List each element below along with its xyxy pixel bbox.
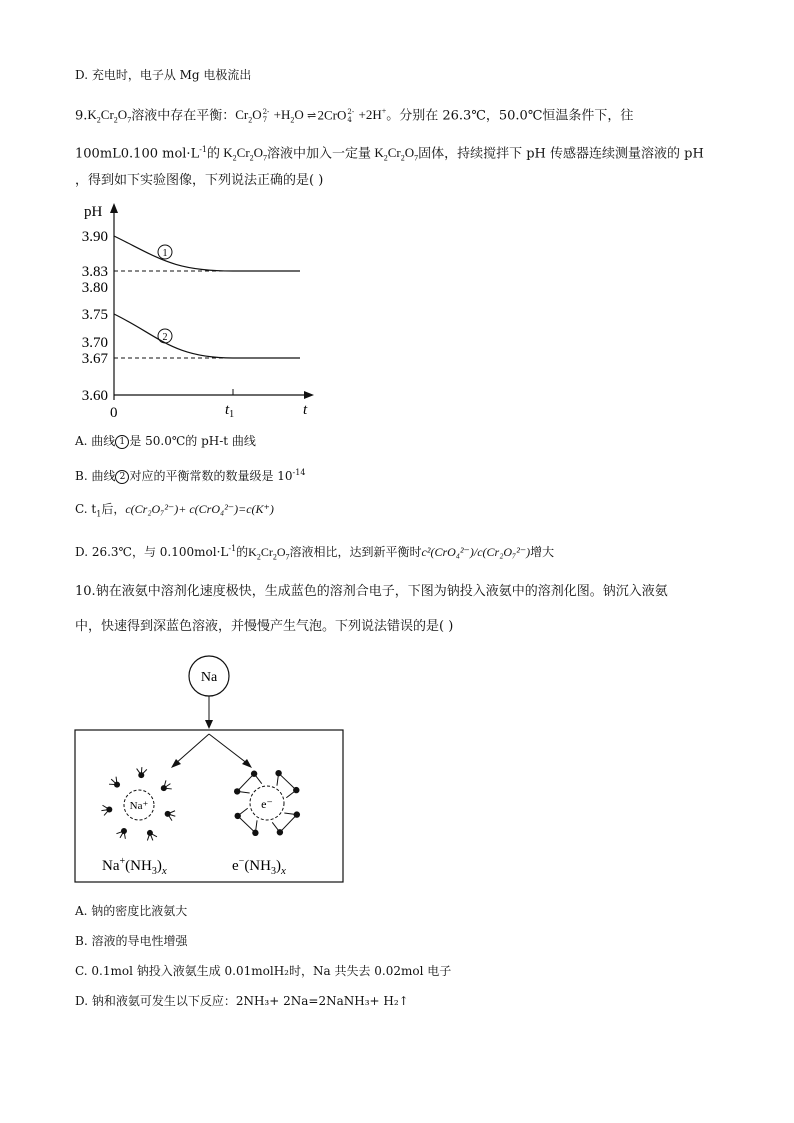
y-tick-label: 3.80 <box>81 280 108 296</box>
q9-stem-line-3: ，得到如下实验图像，下列说法正确的是( ) <box>75 173 324 188</box>
origin-label: 0 <box>110 405 118 421</box>
q9-stem-line-1: $9.K_2Cr_2O_7$溶液中存在平衡：$Cr_2O$ 2- 7 $+H_2O$ ⇌ 2CrO 2- 4 +2H+。分别在 26.3℃，50.0℃恒温条件下，往 <box>75 107 634 125</box>
q9-option-b: B. 曲线 2 对应的平衡常数的数量级是 $10^{-14}$ <box>75 468 306 483</box>
q9-option-d: D. 26.3℃，与 $0.100mol\cdot L^{-1}$的$K_2Cr_2O_7$溶液相比，达到新平衡时c²(CrO₄²⁻)/c(Cr₂O₇²⁻)增大 <box>75 544 555 562</box>
series-curve-1 <box>114 236 300 271</box>
na-complex-label: $Na^+(NH_3)_x$ <box>102 856 167 877</box>
y-tick-label: 3.75 <box>81 307 108 323</box>
circle-2-symbol: 2 <box>115 470 129 484</box>
y-tick-label: 3.67 <box>81 351 108 367</box>
x-axis-arrow <box>304 391 314 399</box>
y-tick-label: 3.70 <box>81 335 108 351</box>
q9-number: 9. <box>75 108 88 124</box>
y-tick-label: 3.60 <box>81 388 108 404</box>
na-ion-cluster <box>101 767 175 840</box>
x-axis-label: t <box>303 402 308 418</box>
q10-option-c: C. 0.1mol 钠投入液氨生成 0.01molH₂时，Na 共失去 0.02mol 电子 <box>75 964 452 978</box>
y-tick-label: 3.83 <box>81 264 108 280</box>
solvation-diagram <box>72 650 348 886</box>
series-label-1: 1 <box>162 248 168 259</box>
ph-time-chart <box>70 195 330 425</box>
q9-option-a: A. 曲线 1 是 50.0℃的 pH-t 曲线 <box>75 434 256 448</box>
t1-label: $t_1$ <box>225 402 235 420</box>
q10-option-b: B. 溶液的导电性增强 <box>75 934 188 948</box>
q10-option-d: D. 钠和液氨可发生以下反应：2NH₃+ 2Na=2NaNH₃+ H₂↑ <box>75 994 409 1008</box>
svg-text:Na⁺: Na⁺ <box>129 800 149 812</box>
circle-1-symbol: 1 <box>115 435 129 449</box>
q9-stem-line-2: 100mL0.100 $mol\cdot L^{-1}$的 $K_2Cr_2O_7$溶液中加入一定量 $K_2Cr_2O_7$固体，持续搅拌下 pH 传感器连续测量溶液的 pH <box>75 145 704 163</box>
q10-stem-line-2: 中，快速得到深蓝色溶液，并慢慢产生气泡。下列说法错误的是( ) <box>75 619 454 634</box>
e-complex-label: $e^-(NH_3)_x$ <box>232 856 286 877</box>
y-axis-label: pH <box>84 204 103 220</box>
q9-option-c: C. $t_1$后，c(Cr₂O₇²⁻)+ c(CrO₄²⁻)=c(K⁺) <box>75 502 274 519</box>
svg-text:e⁻: e⁻ <box>261 797 273 811</box>
electron-cluster <box>234 770 300 836</box>
q10-option-a: A. 钠的密度比液氨大 <box>75 904 188 918</box>
na-atom-label: Na <box>200 670 218 685</box>
y-axis-arrow <box>110 203 118 213</box>
q10-stem-line-1: 10.钠在液氨中溶剂化速度极快，生成蓝色的溶剂合电子，下图为钠投入液氨中的溶剂化图。钠沉入液氨 <box>75 584 668 599</box>
series-label-2: 2 <box>162 332 168 343</box>
y-tick-label: 3.90 <box>81 229 108 245</box>
q8-option-d: D. 充电时，电子从 Mg 电极流出 <box>75 68 252 82</box>
series-curve-2 <box>114 314 300 358</box>
